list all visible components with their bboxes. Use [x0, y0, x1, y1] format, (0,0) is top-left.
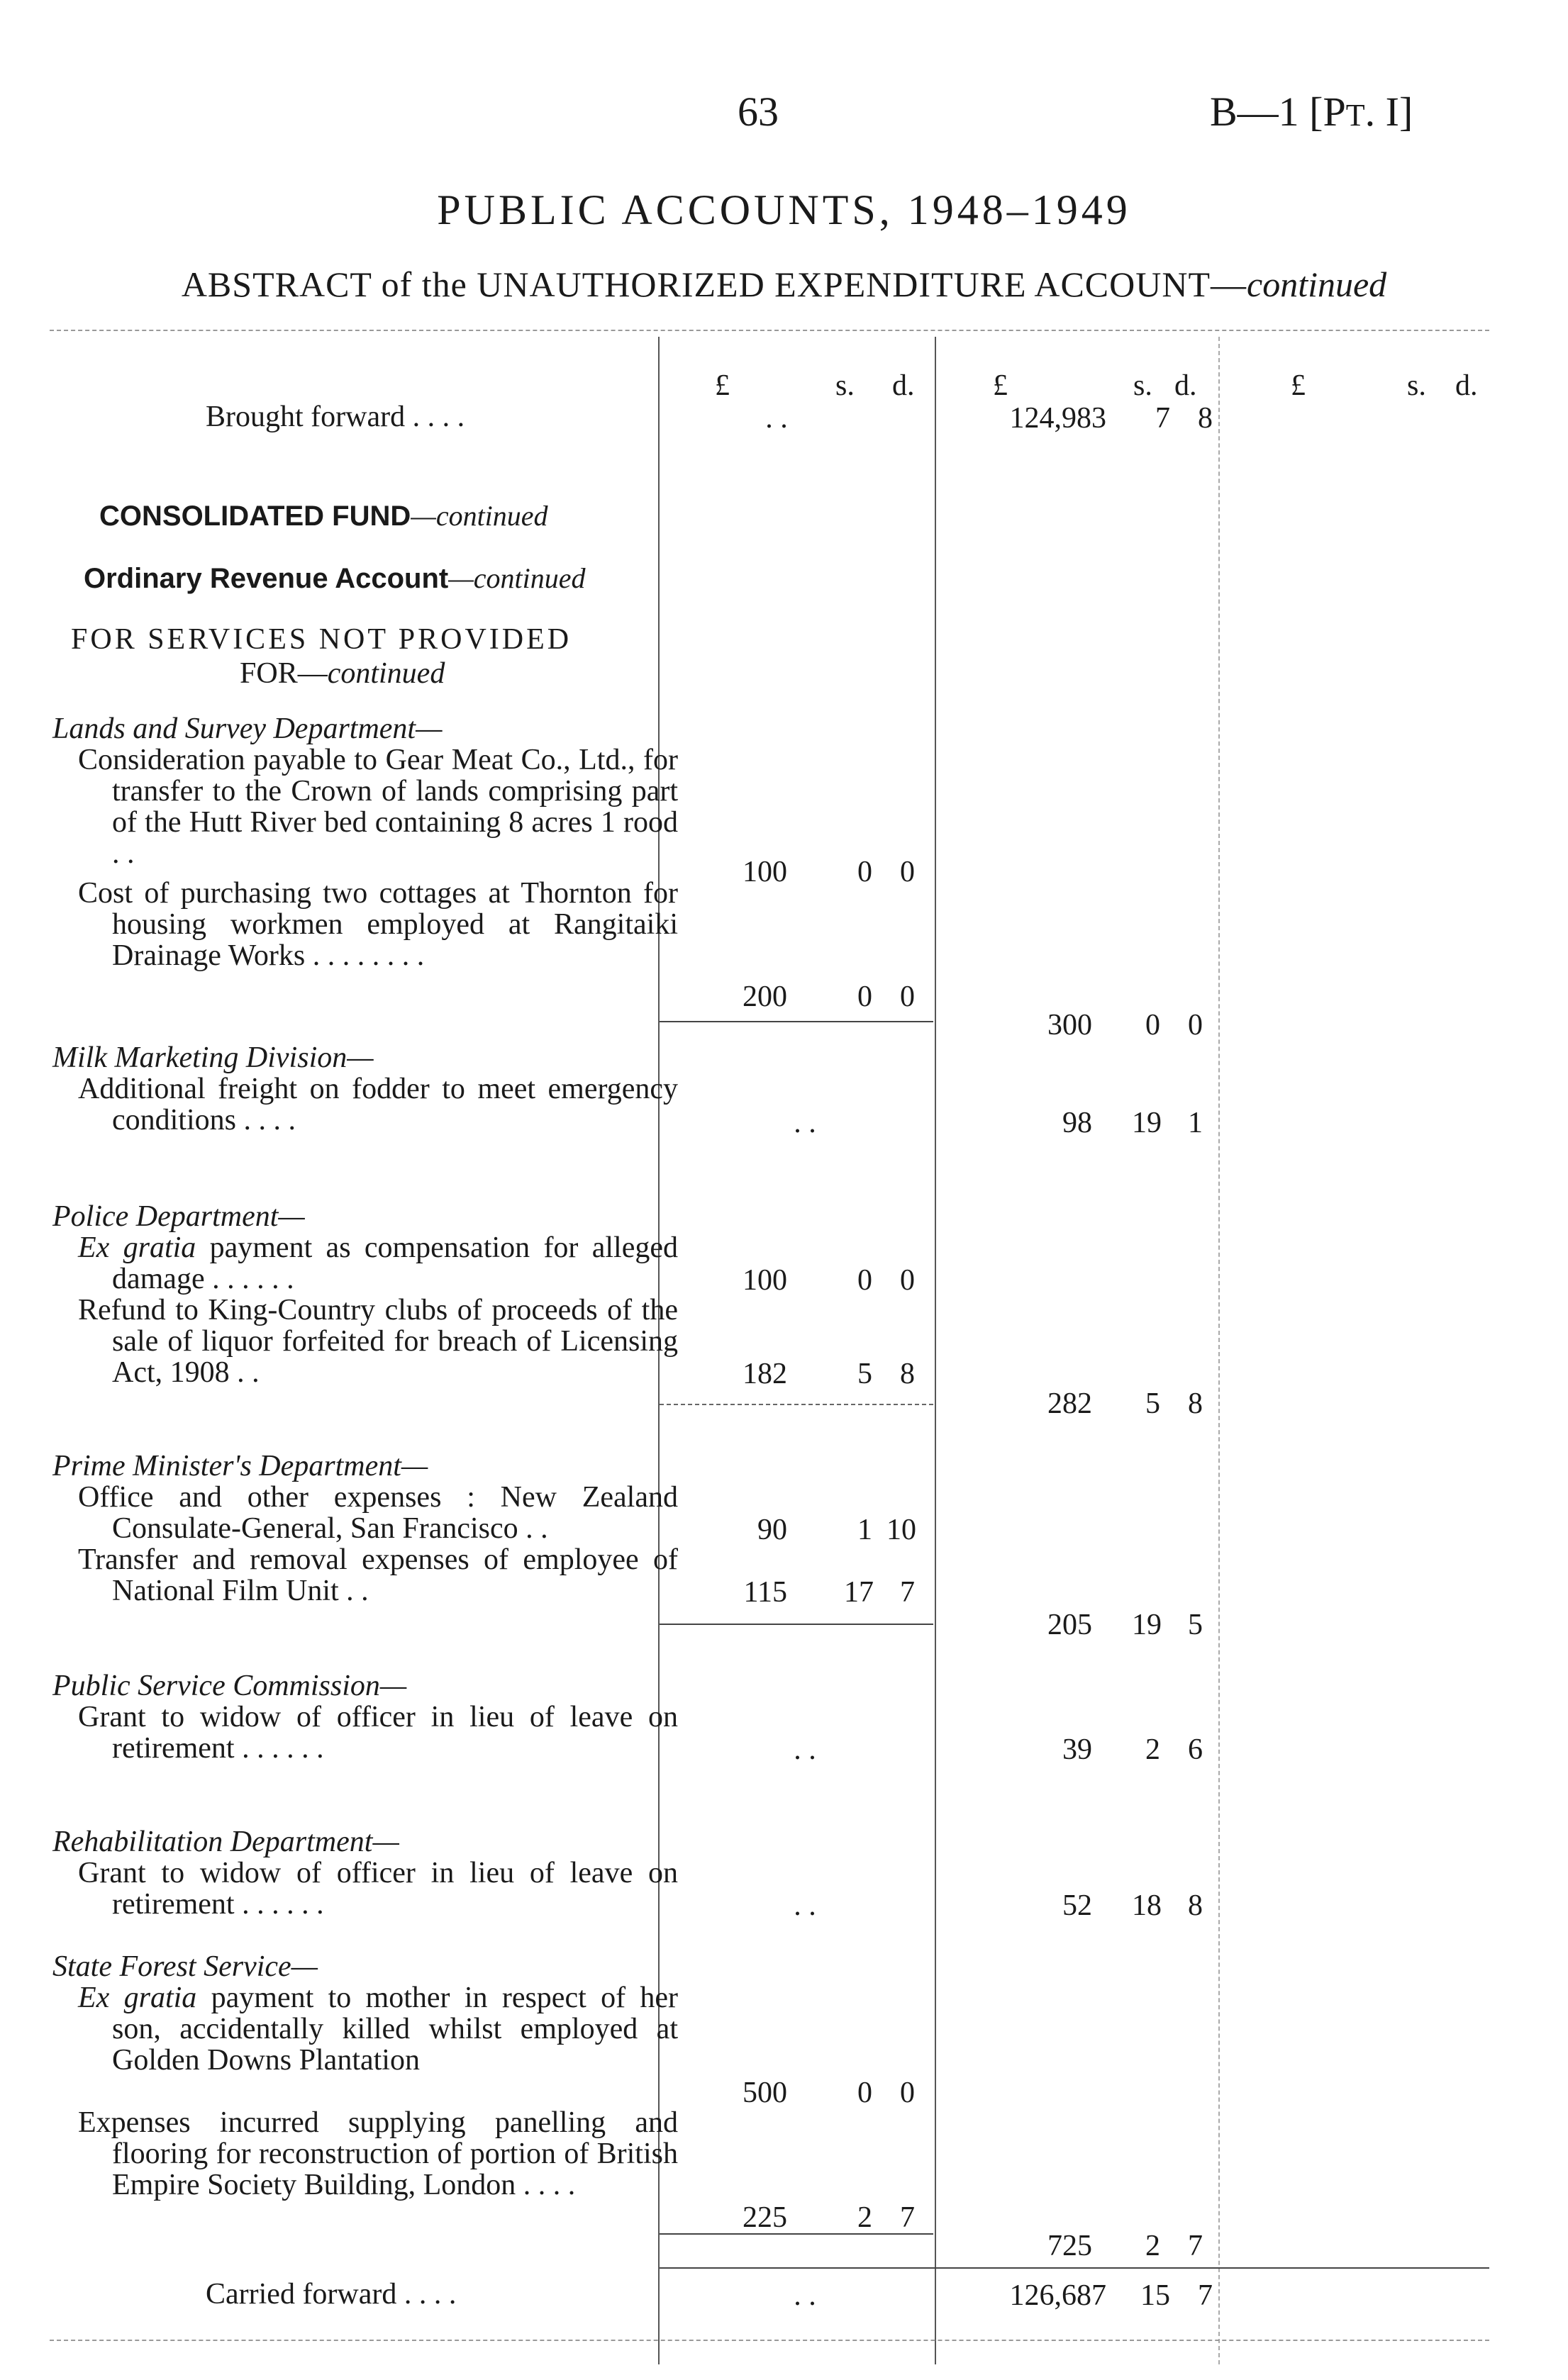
brought-forward-pence: 8 [1198, 402, 1213, 435]
item-forest-1-pence: 0 [900, 2077, 915, 2109]
total-psc-shillings: 2 [1145, 1733, 1160, 1766]
item-police-2: Refund to King-Country clubs of proceeds of the sale of liquor forfeited for breach of Licensing Act, 1908 . . [78, 1294, 678, 1389]
item-forest-1-prefix: Ex gratia [78, 1982, 197, 2014]
total-milk-pounds: 98 [1062, 1107, 1092, 1139]
total-police-pence: 8 [1188, 1387, 1203, 1420]
carried-forward-rule [660, 2267, 1489, 2269]
account-heading-continued: —continued [448, 562, 586, 594]
total-forest-pounds: 725 [1047, 2230, 1092, 2262]
carried-forward-col1: . . [794, 2279, 816, 2312]
account-heading [84, 562, 586, 595]
brought-forward-col1: . . [765, 402, 788, 435]
reference-end: . I] [1364, 89, 1413, 135]
col1-shilling-header: s. [835, 369, 855, 402]
total-forest-pence: 7 [1188, 2230, 1203, 2262]
item-rehab-1-col1: . . [794, 1889, 816, 1922]
subtotal-rule-lands [660, 1021, 933, 1022]
item-pm-2-shillings: 17 [844, 1576, 874, 1609]
item-forest-1-shillings: 0 [857, 2077, 872, 2109]
page-number: 63 [738, 89, 779, 135]
dept-police: Police Department— [52, 1200, 305, 1233]
item-forest-2: Expenses incurred supplying panelling and flooring for reconstruction of portion of British Empire Society Building, London . . . . [78, 2106, 678, 2201]
item-lands-1-shillings: 0 [857, 856, 872, 888]
total-milk-shillings: 19 [1132, 1107, 1162, 1139]
subtotal-rule-pm [660, 1624, 933, 1625]
item-lands-2-pence: 0 [900, 981, 915, 1013]
subtitle-continued: continued [1247, 264, 1387, 304]
item-forest-1 [78, 1982, 678, 2076]
item-pm-2-pounds: 115 [743, 1576, 787, 1609]
fund-heading-text: CONSOLIDATED FUND [99, 501, 411, 532]
services-heading-line1: FOR SERVICES NOT PROVIDED [71, 623, 572, 656]
total-pm-shillings: 19 [1132, 1609, 1162, 1641]
carried-forward-pence: 7 [1198, 2279, 1213, 2312]
carried-forward-label: Carried forward . . . . [206, 2278, 457, 2311]
item-pm-1: Office and other expenses : New Zealand Consulate-General, San Francisco . . [78, 1481, 678, 1545]
dept-lands-survey: Lands and Survey Department— [52, 713, 443, 745]
col2-pound-header: £ [993, 369, 1008, 402]
services-heading-line2 [240, 658, 445, 689]
carried-forward-pounds: 126,687 [1009, 2279, 1106, 2312]
page-title: PUBLIC ACCOUNTS, 1948–1949 [437, 186, 1131, 233]
item-rehab-1: Grant to widow of officer in lieu of leave on retirement . . . . . . [78, 1857, 678, 1921]
total-rehab-pounds: 52 [1062, 1889, 1092, 1922]
item-police-1-pence: 0 [900, 1264, 915, 1297]
item-police-1-prefix: Ex gratia [78, 1231, 196, 1264]
subtotal-rule-forest [660, 2233, 933, 2235]
dept-rehabilitation: Rehabilitation Department— [52, 1826, 399, 1858]
item-lands-2-shillings: 0 [857, 981, 872, 1013]
item-police-2-shillings: 5 [857, 1358, 872, 1390]
item-police-1-text: payment as compensation for alleged damage . . . . . . [112, 1231, 678, 1295]
total-police-shillings: 5 [1145, 1387, 1160, 1420]
total-psc-pence: 6 [1188, 1733, 1203, 1766]
brought-forward-pounds: 124,983 [1009, 402, 1106, 435]
services-heading-continued: continued [327, 657, 445, 690]
col2-shilling-header: s. [1133, 369, 1152, 402]
total-lands-pence: 0 [1188, 1009, 1203, 1041]
item-pm-1-shillings: 1 [857, 1514, 872, 1546]
item-pm-1-pounds: 90 [757, 1514, 787, 1546]
item-lands-2: Cost of purchasing two cottages at Thornton for housing workmen employed at Rangitaiki Drainage Works . . . . . . . . [78, 877, 678, 972]
item-lands-1-pence: 0 [900, 856, 915, 888]
bottom-rule [50, 2340, 1489, 2341]
item-forest-1-text: payment to mother in respect of her son, accidentally killed whilst employed at Golden Downs Plantation [112, 1982, 679, 2077]
column-divider-2 [935, 337, 936, 2364]
item-forest-2-pounds: 225 [743, 2201, 787, 2234]
subtitle-main: ABSTRACT of the UNAUTHORIZED EXPENDITURE ACCOUNT— [181, 264, 1247, 304]
dept-milk-marketing: Milk Marketing Division— [52, 1041, 374, 1074]
brought-forward-label: Brought forward . . . . [206, 401, 465, 433]
total-rehab-shillings: 18 [1132, 1889, 1162, 1922]
item-police-2-pounds: 182 [743, 1358, 787, 1390]
total-lands-shillings: 0 [1145, 1009, 1160, 1041]
col3-pound-header: £ [1291, 369, 1306, 402]
item-police-1 [78, 1232, 678, 1295]
reference-smallcaps: T [1345, 98, 1365, 133]
account-heading-text: Ordinary Revenue Account [84, 563, 449, 594]
item-forest-2-shillings: 2 [857, 2201, 872, 2234]
item-forest-2-pence: 7 [900, 2201, 915, 2234]
item-milk-1-col1: . . [794, 1107, 816, 1139]
total-pm-pounds: 205 [1047, 1609, 1092, 1641]
item-police-1-shillings: 0 [857, 1264, 872, 1297]
total-milk-pence: 1 [1188, 1107, 1203, 1139]
col1-pence-header: d. [892, 369, 915, 402]
col3-shilling-header: s. [1407, 369, 1426, 402]
item-lands-1-pounds: 100 [743, 856, 787, 888]
brought-forward-shillings: 7 [1155, 402, 1170, 435]
col1-pound-header: £ [715, 369, 730, 402]
total-police-pounds: 282 [1047, 1387, 1092, 1420]
item-forest-1-pounds: 500 [743, 2077, 787, 2109]
item-lands-1: Consideration payable to Gear Meat Co., Ltd., for transfer to the Crown of lands comprising part of the Hutt River bed containing 8 acres 1 rood . . [78, 744, 678, 870]
subtotal-rule-police [660, 1404, 933, 1405]
column-divider-3 [1218, 337, 1220, 2364]
item-pm-2-pence: 7 [900, 1576, 915, 1609]
dept-state-forest: State Forest Service— [52, 1950, 318, 1983]
total-forest-shillings: 2 [1145, 2230, 1160, 2262]
fund-heading-continued: —continued [411, 500, 548, 532]
total-lands-pounds: 300 [1047, 1009, 1092, 1041]
item-police-1-pounds: 100 [743, 1264, 787, 1297]
services-heading-for: FOR— [240, 657, 328, 690]
dept-public-service: Public Service Commission— [52, 1670, 407, 1702]
item-psc-1: Grant to widow of officer in lieu of leave on retirement . . . . . . [78, 1701, 678, 1765]
item-pm-1-pence: 10 [886, 1514, 916, 1546]
total-psc-pounds: 39 [1062, 1733, 1092, 1766]
item-pm-2: Transfer and removal expenses of employee of National Film Unit . . [78, 1543, 678, 1607]
dept-prime-minister: Prime Minister's Department— [52, 1450, 428, 1482]
item-police-2-pence: 8 [900, 1358, 915, 1390]
page-subtitle [0, 264, 1568, 305]
total-pm-pence: 5 [1188, 1609, 1203, 1641]
col3-pence-header: d. [1455, 369, 1478, 402]
item-milk-1: Additional freight on fodder to meet emergency conditions . . . . [78, 1073, 678, 1136]
col2-pence-header: d. [1174, 369, 1197, 402]
item-psc-1-col1: . . [794, 1733, 816, 1766]
document-reference [1210, 88, 1413, 135]
item-lands-2-pounds: 200 [743, 981, 787, 1013]
fund-heading [99, 499, 548, 532]
total-rehab-pence: 8 [1188, 1889, 1203, 1922]
top-rule [50, 330, 1489, 331]
carried-forward-shillings: 15 [1140, 2279, 1170, 2312]
reference-main: B—1 [P [1210, 89, 1346, 135]
